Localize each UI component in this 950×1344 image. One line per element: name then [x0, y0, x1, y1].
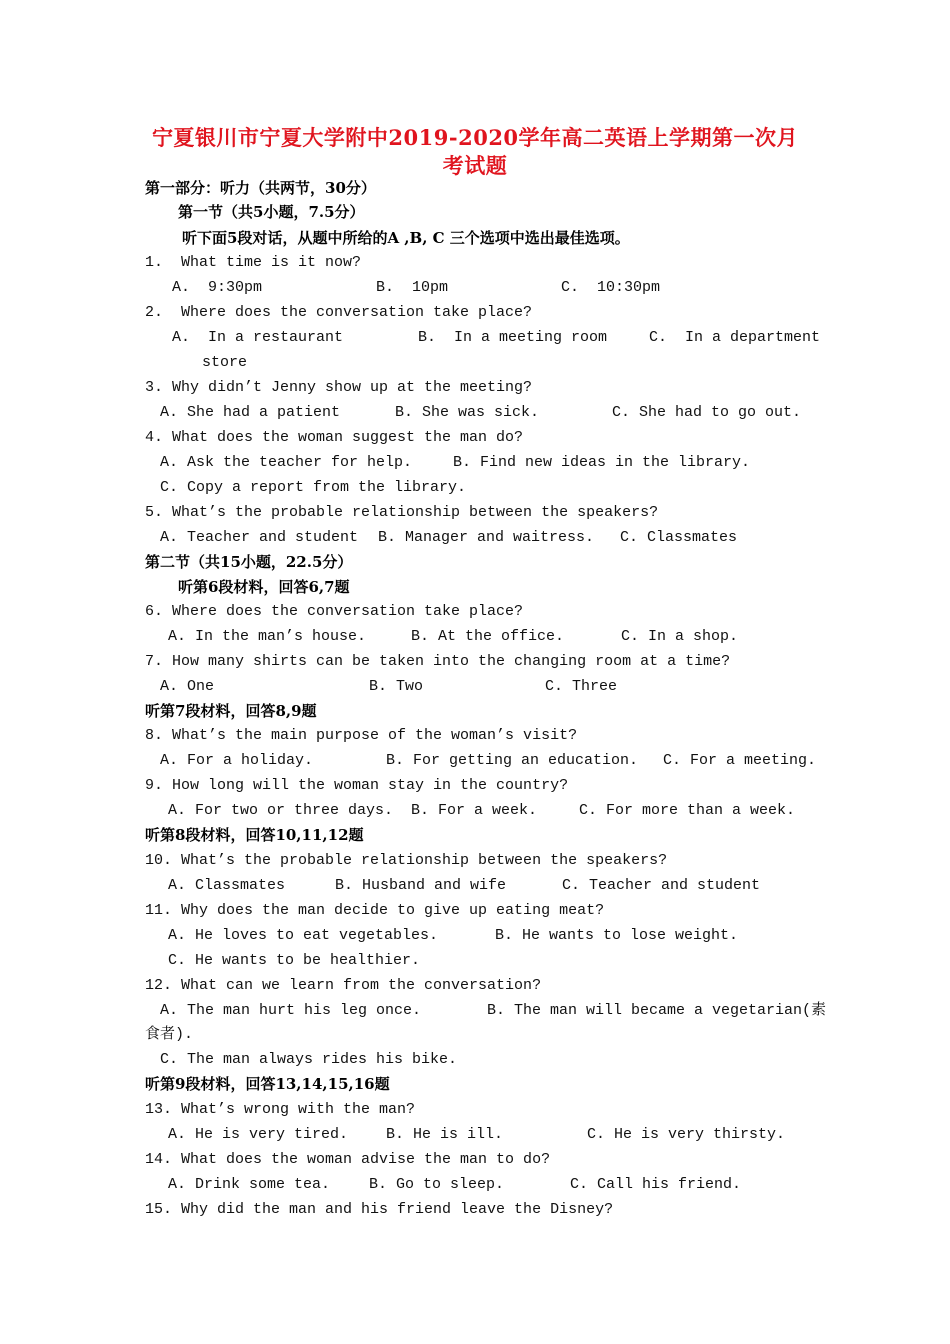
question-2: 2. Where does the conversation take place?: [145, 304, 533, 321]
q10-option-b: B. Husband and wife: [335, 877, 507, 894]
q5-option-a: A. Teacher and student: [160, 529, 359, 546]
q14-option-a: A. Drink some tea.: [168, 1176, 331, 1193]
q11-option-b: B. He wants to lose weight.: [495, 927, 739, 944]
material-8-heading: 听第8段材料，回答10,11,12题: [145, 826, 364, 844]
question-1: 1. What time is it now?: [145, 254, 362, 271]
q12-option-a: A. The man hurt his leg once.: [160, 1002, 422, 1019]
material-7-heading: 听第7段材料，回答8,9题: [145, 702, 317, 720]
question-8: 8. What’s the main purpose of the woman’s visit?: [145, 727, 578, 744]
q14-option-c: C. Call his friend.: [570, 1176, 742, 1193]
q13-option-b: B. He is ill.: [386, 1126, 504, 1143]
q9-option-b: B. For a week.: [411, 802, 538, 819]
q13-option-c: C. He is very thirsty.: [587, 1126, 786, 1143]
question-13: 13. What’s wrong with the man?: [145, 1101, 416, 1118]
material-6-heading: 听第6段材料，回答6,7题: [178, 578, 350, 596]
q3-option-c: C. She had to go out.: [612, 404, 802, 421]
q8-option-b: B. For getting an education.: [386, 752, 639, 769]
question-10: 10. What’s the probable relationship between the speakers?: [145, 852, 668, 869]
question-3: 3. Why didn’t Jenny show up at the meeting?: [145, 379, 533, 396]
q6-option-a: A. In the man’s house.: [168, 628, 367, 645]
question-9: 9. How long will the woman stay in the country?: [145, 777, 569, 794]
document-title-line-1: 宁夏银川市宁夏大学附中2019-2020学年高二英语上学期第一次月: [151, 125, 799, 150]
question-6: 6. Where does the conversation take place?: [145, 603, 524, 620]
material-9-heading: 听第9段材料，回答13,14,15,16题: [145, 1075, 390, 1093]
section2-heading: 第二节（共15小题，22.5分）: [145, 553, 353, 571]
q1-option-b: B. 10pm: [376, 279, 449, 296]
q2-option-c: C. In a department: [649, 329, 821, 346]
q5-option-c: C. Classmates: [620, 529, 738, 546]
question-7: 7. How many shirts can be taken into the changing room at a time?: [145, 653, 731, 670]
question-15: 15. Why did the man and his friend leave the Disney?: [145, 1201, 614, 1218]
q4-option-b: B. Find new ideas in the library.: [453, 454, 751, 471]
q11-option-c: C. He wants to be healthier.: [168, 952, 421, 969]
question-11: 11. Why does the man decide to give up eating meat?: [145, 902, 605, 919]
section1-heading: 第一节（共5小题，7.5分）: [178, 203, 365, 221]
question-14: 14. What does the woman advise the man to do?: [145, 1151, 551, 1168]
part1-heading: 第一部分：听力（共两节，30分）: [145, 179, 376, 197]
q7-option-c: C. Three: [545, 678, 618, 695]
q11-option-a: A. He loves to eat vegetables.: [168, 927, 439, 944]
q9-option-c: C. For more than a week.: [579, 802, 796, 819]
q1-option-c: C. 10:30pm: [561, 279, 661, 296]
q3-option-a: A. She had a patient: [160, 404, 341, 421]
section1-instruction: 听下面5段对话，从题中所给的A ,B, C 三个选项中选出最佳选项。: [182, 229, 630, 247]
q1-option-a: A. 9:30pm: [172, 279, 263, 296]
question-4: 4. What does the woman suggest the man do?: [145, 429, 524, 446]
q12-option-b-continued: 食者).: [145, 1026, 194, 1043]
q14-option-b: B. Go to sleep.: [369, 1176, 505, 1193]
q10-option-c: C. Teacher and student: [562, 877, 761, 894]
q12-option-b: B. The man will became a vegetarian(素: [487, 1002, 827, 1019]
q8-option-c: C. For a meeting.: [663, 752, 817, 769]
question-5: 5. What’s the probable relationship between the speakers?: [145, 504, 659, 521]
q3-option-b: B. She was sick.: [395, 404, 540, 421]
q12-option-c: C. The man always rides his bike.: [160, 1051, 458, 1068]
q5-option-b: B. Manager and waitress.: [378, 529, 595, 546]
q7-option-a: A. One: [160, 678, 215, 695]
q6-option-b: B. At the office.: [411, 628, 565, 645]
question-12: 12. What can we learn from the conversation?: [145, 977, 542, 994]
q2-option-c-continued: store: [202, 354, 248, 371]
q8-option-a: A. For a holiday.: [160, 752, 314, 769]
q13-option-a: A. He is very tired.: [168, 1126, 349, 1143]
q9-option-a: A. For two or three days.: [168, 802, 394, 819]
q7-option-b: B. Two: [369, 678, 424, 695]
document-title-line-2: 考试题: [442, 153, 508, 178]
q4-option-c: C. Copy a report from the library.: [160, 479, 467, 496]
q2-option-b: B. In a meeting room: [418, 329, 608, 346]
q2-option-a: A. In a restaurant: [172, 329, 344, 346]
q4-option-a: A. Ask the teacher for help.: [160, 454, 413, 471]
q6-option-c: C. In a shop.: [621, 628, 739, 645]
q10-option-a: A. Classmates: [168, 877, 286, 894]
